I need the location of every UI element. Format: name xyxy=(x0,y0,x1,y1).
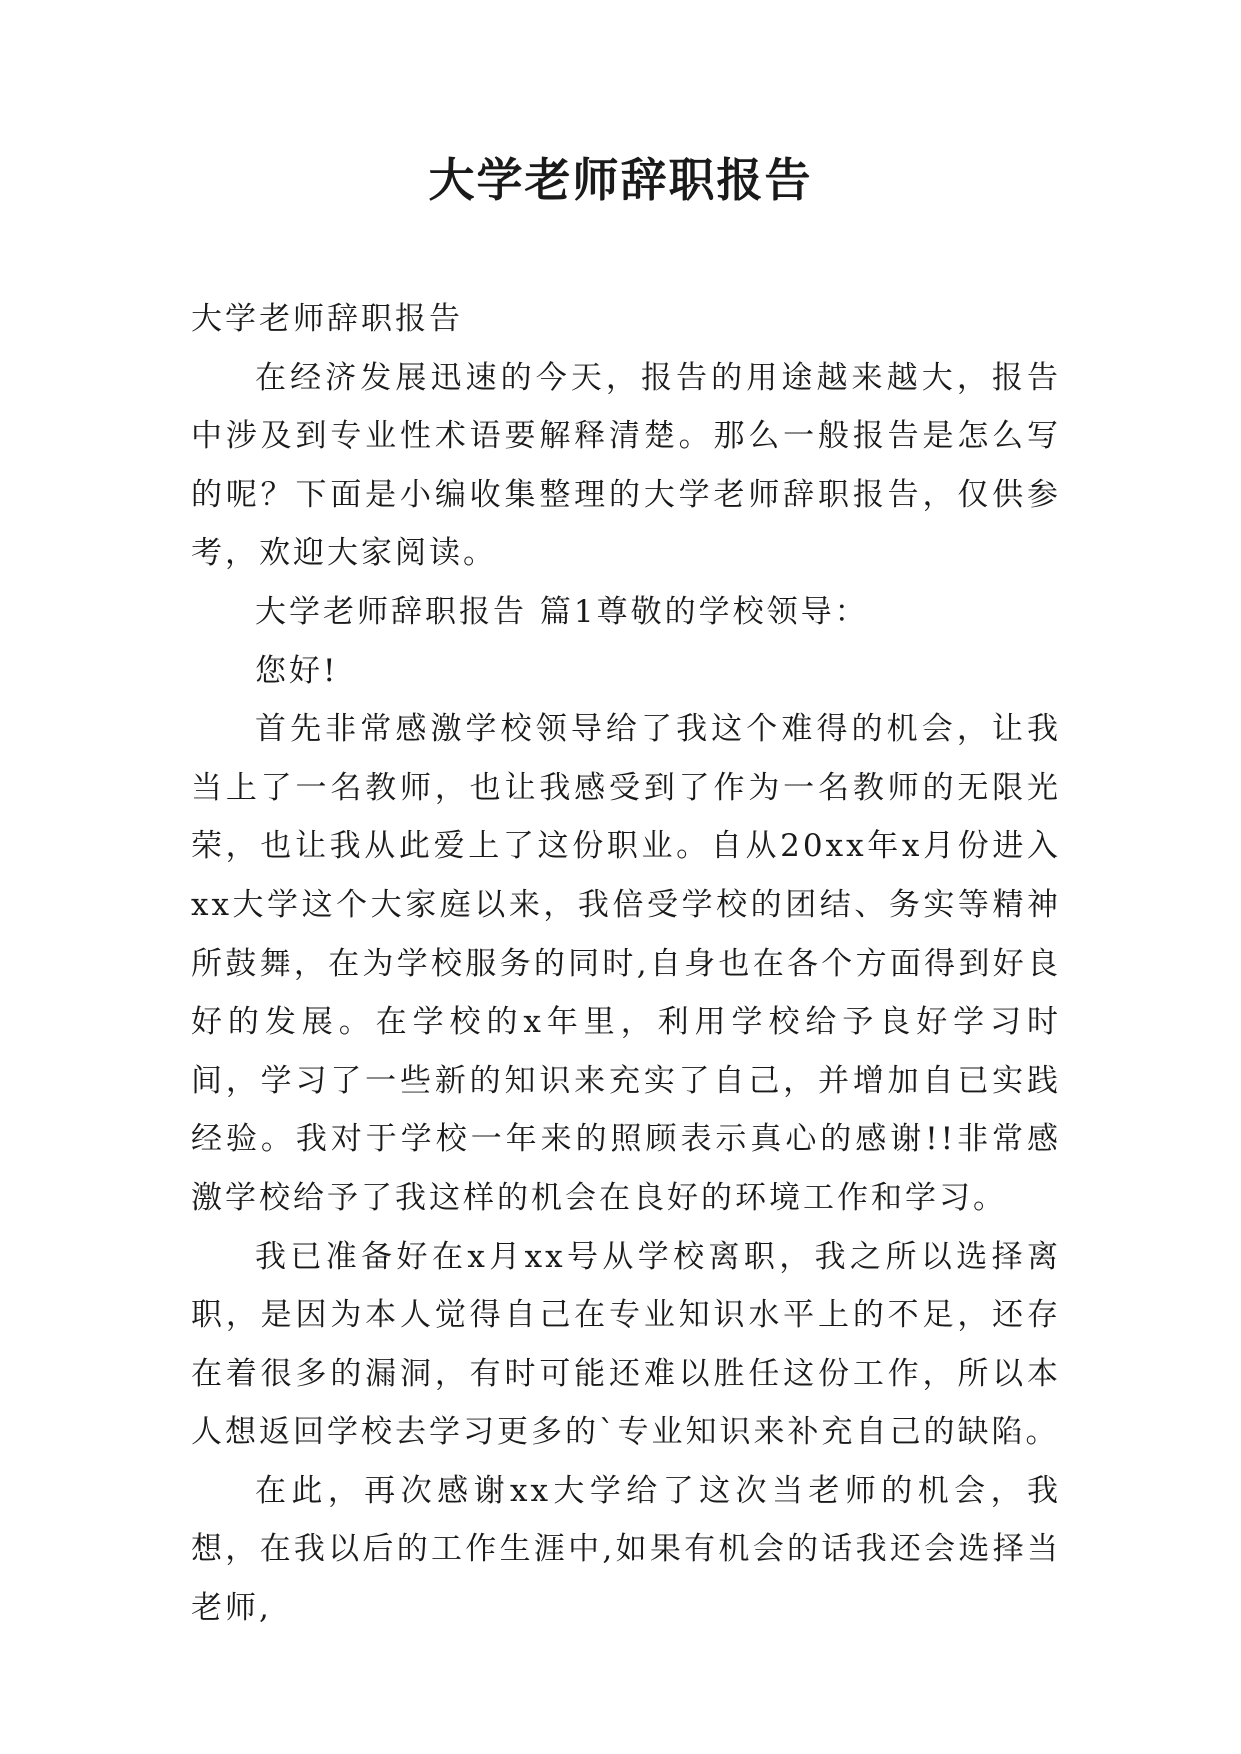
paragraph-thanks: 首先非常感激学校领导给了我这个难得的机会，让我当上了一名教师，也让我感受到了作为一名教师的无限光荣，也让我从此爱上了这份职业。自从20xx年x月份进入xx大学这个大家庭以来，我倍受学校的团结、务实等精神所鼓舞，在为学校服务的同时,自身也在各个方面得到好良好的发展。在学校的x年里，利用学校给予良好学习时间，学习了一些新的知识来充实了自己，并增加自已实践经验。我对于学校一年来的照顾表示真心的感谢!!非常感激学校给予了我这样的机会在良好的环境工作和学习。 xyxy=(191,711,1061,1216)
paragraph-greeting: 您好! xyxy=(255,652,339,689)
document-body xyxy=(191,290,1061,1638)
paragraph-closing: 在此，再次感谢xx大学给了这次当老师的机会，我想，在我以后的工作生涯中,如果有机会的话我还会选择当老师, xyxy=(191,1472,1061,1627)
document-title: 大学老师辞职报告 xyxy=(428,153,813,207)
paragraph-heading: 大学老师辞职报告 xyxy=(191,301,463,337)
paragraph-resignation: 我已准备好在x月xx号从学校离职，我之所以选择离职，是因为本人觉得自己在专业知识水平上的不足，还存在着很多的漏洞，有时可能还难以胜任这份工作，所以本人想返回学校去学习更多的`专业知识来补充自己的缺陷。 xyxy=(191,1238,1061,1451)
paragraph-intro: 在经济发展迅速的今天，报告的用途越来越大，报告中涉及到专业性术语要解释清楚。那么一般报告是怎么写的呢？下面是小编收集整理的大学老师辞职报告，仅供参考，欢迎大家阅读。 xyxy=(191,359,1061,572)
paragraph-section-heading: 大学老师辞职报告 篇1尊敬的学校领导： xyxy=(255,593,869,630)
